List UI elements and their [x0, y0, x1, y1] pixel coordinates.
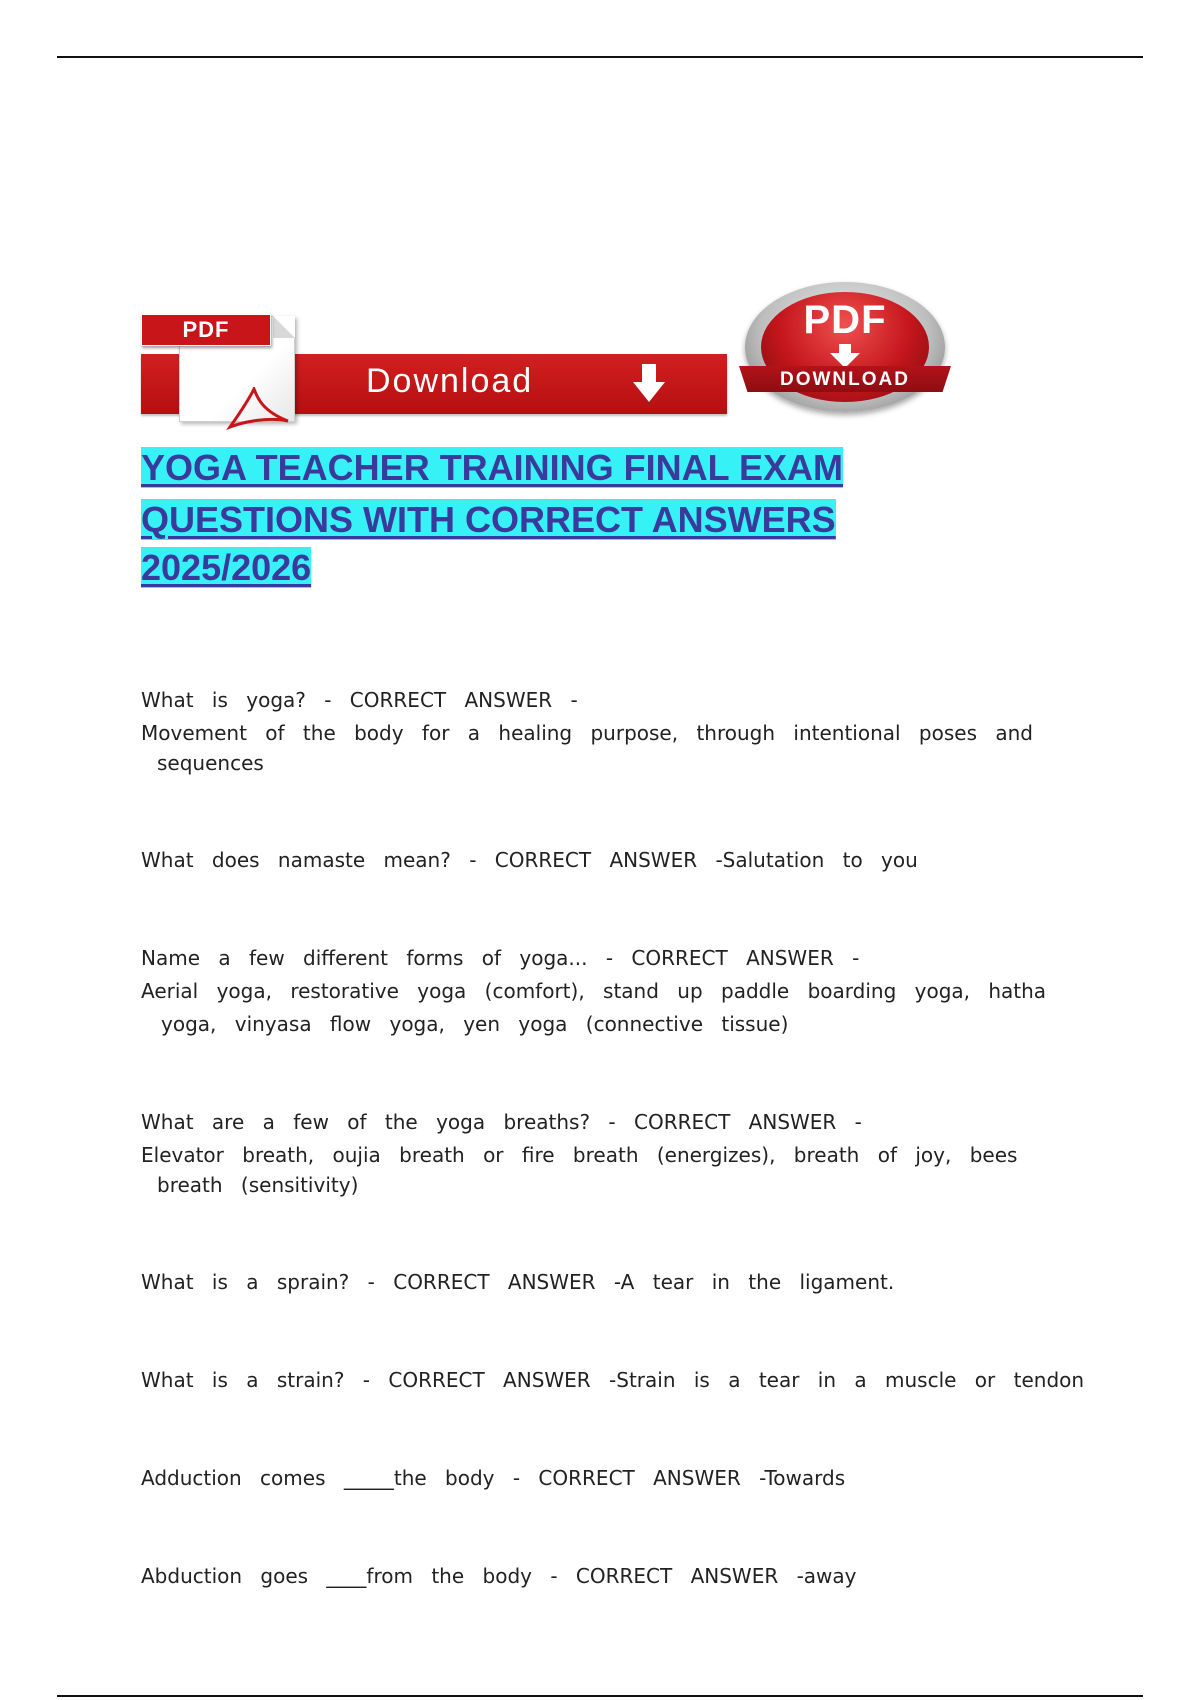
acrobat-icon: [224, 387, 294, 431]
badge-arrow-icon: [830, 344, 860, 368]
qa-item: [141, 1560, 1061, 1593]
qa-item: [141, 1106, 1061, 1198]
qa-answer: Elevator breath, oujia breath or fire breath (energizes), breath of joy, bees: [141, 1143, 1018, 1167]
pdf-download-badge[interactable]: [739, 282, 951, 420]
title-year: 2025/2026: [141, 547, 312, 588]
title-line-1: YOGA TEACHER TRAINING FINAL EXAM: [141, 447, 844, 488]
pdf-download-banner[interactable]: [141, 282, 961, 422]
qa-answer: Aerial yoga, restorative yoga (comfort), stand up paddle boarding yoga, hatha: [141, 979, 1047, 1003]
qa-question: What is a sprain? - CORRECT ANSWER -A tear in the ligament.: [141, 1270, 895, 1294]
qa-item: [141, 1462, 1061, 1495]
qa-question: What are a few of the yoga breaths? - CORRECT ANSWER -: [141, 1110, 862, 1134]
qa-question: What is yoga? - CORRECT ANSWER -: [141, 688, 578, 712]
qa-answer-continued: sequences: [157, 751, 264, 775]
qa-item: [141, 1266, 1061, 1299]
pdf-file-tag: PDF: [141, 314, 271, 346]
qa-item: [141, 684, 1061, 776]
qa-item: [141, 1364, 1085, 1397]
document-title: [141, 442, 941, 590]
badge-pdf-label: PDF: [803, 298, 887, 342]
page-fold: [273, 316, 295, 338]
qa-answer: Movement of the body for a healing purpose, through intentional poses and: [141, 721, 1033, 745]
qa-question: Name a few different forms of yoga... - CORRECT ANSWER -: [141, 946, 860, 970]
qa-item: [141, 942, 1061, 1041]
qa-answer-continued: breath (sensitivity): [157, 1173, 359, 1197]
download-label: Download: [366, 362, 534, 400]
header-rule: [57, 56, 1143, 58]
qa-question: What is a strain? - CORRECT ANSWER -Strain is a tear in a muscle or tendon: [141, 1368, 1085, 1392]
qa-item: [141, 844, 1061, 877]
footer-rule: [57, 1695, 1143, 1697]
title-line-2: QUESTIONS WITH CORRECT ANSWERS: [141, 499, 836, 540]
qa-question: Abduction goes ____from the body - CORRECT ANSWER -away: [141, 1564, 857, 1588]
qa-question: What does namaste mean? - CORRECT ANSWER -Salutation to you: [141, 848, 918, 872]
badge-download-label: DOWNLOAD: [780, 369, 910, 390]
download-arrow-icon: [631, 362, 667, 406]
qa-question: Adduction comes _____the body - CORRECT ANSWER -Towards: [141, 1466, 846, 1490]
qa-answer-continued: yoga, vinyasa flow yoga, yen yoga (connective tissue): [161, 1012, 789, 1036]
